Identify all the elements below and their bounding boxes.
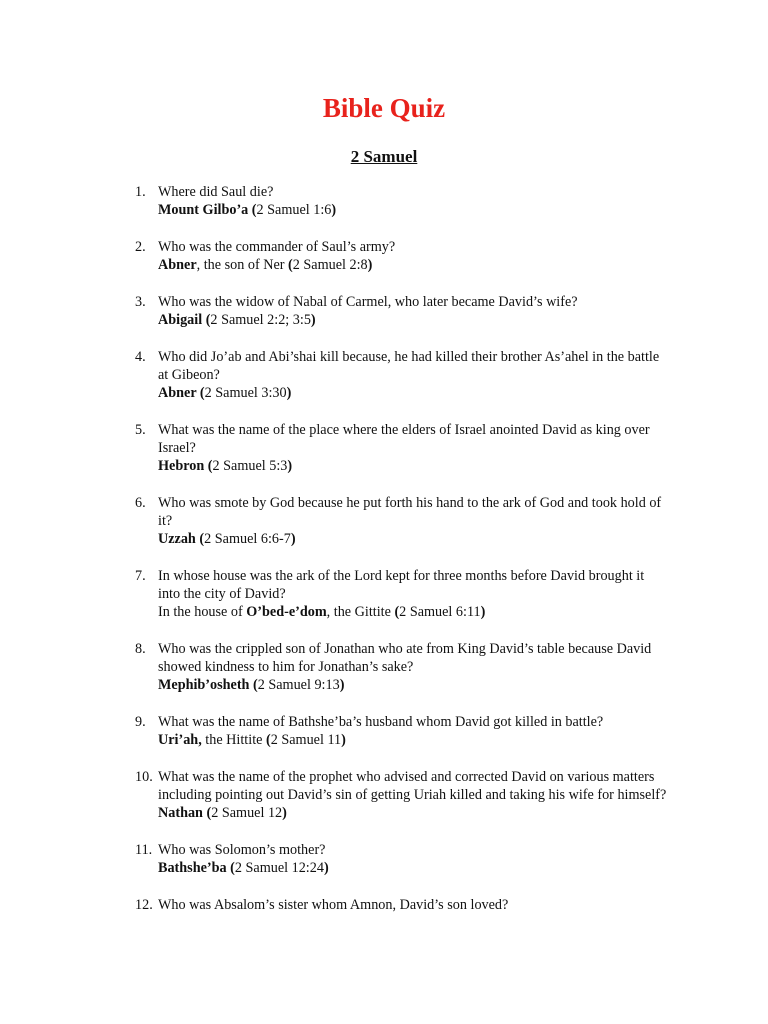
answer-detail: , the Gittite (326, 604, 395, 620)
answer-name: Uzzah ( (158, 531, 205, 547)
question-number: 3. (135, 294, 146, 310)
answer-detail: 2 Samuel 12 (211, 805, 283, 821)
page-subtitle: 2 Samuel (350, 147, 418, 166)
question-text: In whose house was the ark of the Lord kept for three months before David brought it into the city of David? (158, 568, 645, 602)
answer-paren-close: ) (339, 677, 345, 693)
question-text: What was the name of the prophet who advised and corrected David on various matters including pointing out David’s sin of getting Uriah killed and taking his wife for himself? (158, 769, 667, 803)
answer (158, 676, 668, 694)
question-text: What was the name of Bathshe’ba’s husband whom David got killed in battle? (158, 714, 604, 730)
question-text: Where did Saul die? (158, 184, 274, 200)
answer-paren-open: ( (265, 732, 271, 748)
answer-detail: 2 Samuel 3:30 (204, 385, 287, 401)
question-item (0, 348, 768, 402)
answer (158, 603, 668, 621)
answer-detail: 2 Samuel 2:2; 3:5 (210, 312, 311, 328)
question-item (0, 494, 768, 548)
answer-name: Mount Gilbo’a ( (158, 202, 257, 218)
question-item (0, 421, 768, 475)
question-text: Who was the commander of Saul’s army? (158, 239, 396, 255)
question-number: 11. (135, 842, 153, 858)
answer-detail: 2 Samuel 12:24 (234, 860, 324, 876)
question-number: 6. (135, 495, 146, 511)
answer-reference: 2 Samuel 2:8 (292, 257, 368, 273)
answer-paren-close: ) (287, 458, 293, 474)
answer-paren-close: ) (367, 257, 373, 273)
answer (158, 859, 668, 877)
answer (158, 530, 668, 548)
answer (158, 804, 668, 822)
answer-detail: 2 Samuel 1:6 (256, 202, 332, 218)
question-item (0, 640, 768, 694)
answer-reference: 2 Samuel 6:11 (399, 604, 481, 620)
answer-paren-close: ) (282, 805, 287, 821)
answer-name: Bathshe’ba ( (158, 860, 235, 876)
answer (158, 201, 668, 219)
question-item (0, 713, 768, 749)
question-list (0, 183, 768, 933)
question-text: Who was Solomon’s mother? (158, 842, 326, 858)
question-number: 4. (135, 349, 146, 365)
answer-name: Mephib’osheth ( (158, 677, 258, 693)
answer-paren-open: ( (288, 257, 293, 273)
question-item (0, 768, 768, 822)
answer (158, 311, 668, 329)
question-number: 10. (135, 769, 153, 785)
question-item (0, 841, 768, 877)
answer-name: O’bed-e’dom (246, 604, 327, 620)
question-text: Who was the widow of Nabal of Carmel, who later became David’s wife? (158, 294, 578, 310)
question-number: 12. (135, 897, 153, 913)
answer (158, 457, 668, 475)
answer-prefix: In the house of (158, 604, 247, 620)
question-text: Who did Jo’ab and Abi’shai kill because, he had killed their brother As’ahel in the battle at Gibeon? (158, 349, 660, 383)
question-number: 7. (135, 568, 146, 584)
answer (158, 384, 668, 402)
question-number: 9. (135, 714, 146, 730)
answer-paren-close: ) (480, 604, 486, 620)
question-text: Who was smote by God because he put forth his hand to the ark of God and took hold of it? (158, 495, 662, 529)
question-item (0, 567, 768, 621)
answer-detail: , the son of Ner (196, 257, 289, 273)
question-item (0, 238, 768, 274)
question-text: Who was the crippled son of Jonathan who ate from King David’s table because David showed kindness to him for Jonathan’s sake? (158, 641, 652, 675)
question-item (0, 183, 768, 219)
question-number: 1. (135, 184, 146, 200)
answer-paren-close: ) (323, 860, 329, 876)
question-number: 5. (135, 422, 146, 438)
question-text: What was the name of the place where the elders of Israel anointed David as king over Israel? (158, 422, 650, 456)
answer-name: Nathan ( (158, 805, 212, 821)
answer-name: Uri’ah, (158, 732, 202, 748)
answer-paren-close: ) (331, 202, 337, 218)
answer-paren-close: ) (290, 531, 296, 547)
answer (158, 256, 668, 274)
answer-reference: 2 Samuel 11 (270, 732, 342, 748)
answer-name: Abner ( (158, 385, 205, 401)
answer-paren-open: ( (394, 604, 400, 620)
answer-detail: 2 Samuel 5:3 (212, 458, 288, 474)
question-item (0, 896, 768, 914)
answer-name: Abner (158, 257, 197, 273)
answer (158, 731, 668, 749)
answer-paren-close: ) (341, 732, 346, 748)
answer-paren-close: ) (310, 312, 316, 328)
question-item (0, 293, 768, 329)
question-number: 2. (135, 239, 146, 255)
answer-name: Hebron ( (158, 458, 213, 474)
answer-paren-close: ) (286, 385, 292, 401)
answer-detail: 2 Samuel 9:13 (257, 677, 340, 693)
answer-detail: the Hittite (201, 732, 266, 748)
answer-name: Abigail ( (158, 312, 211, 328)
page-title: Bible Quiz (322, 93, 446, 123)
question-text: Who was Absalom’s sister whom Amnon, David’s son loved? (158, 897, 509, 913)
question-number: 8. (135, 641, 146, 657)
answer-detail: 2 Samuel 6:6-7 (204, 531, 291, 547)
